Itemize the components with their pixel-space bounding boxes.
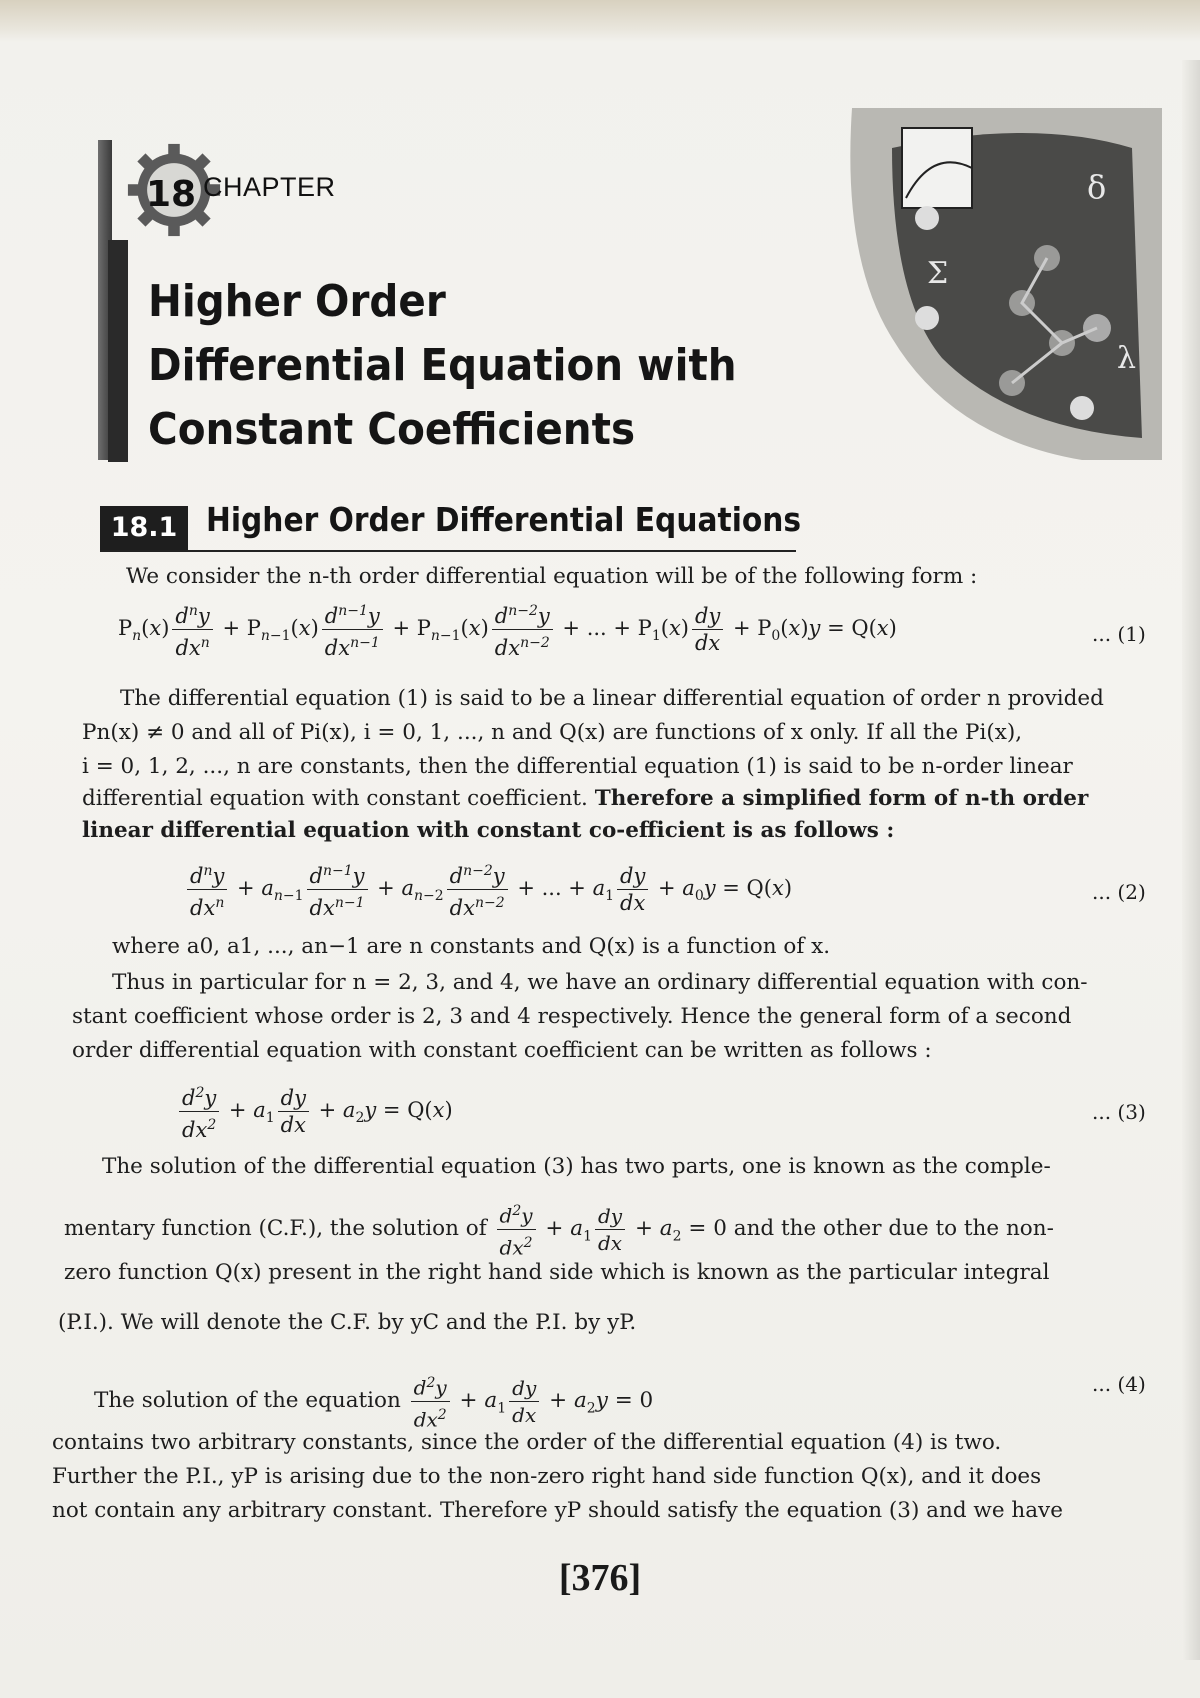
chapter-bar — [108, 240, 128, 462]
chapter-number: 18 — [145, 174, 197, 215]
math-illustration — [832, 108, 1162, 460]
paragraph-line: The solution of the differential equation (3) has two parts, one is known as the comple- — [102, 1154, 1051, 1179]
paragraph-line: We consider the n-th order differential equation will be of the following form : — [126, 564, 978, 589]
chapter-title-line: Higher Order — [148, 276, 446, 327]
chapter-label: CHAPTER — [203, 172, 336, 202]
paragraph-line: (P.I.). We will denote the C.F. by yC and the P.I. by yP. — [58, 1310, 637, 1335]
page-top-shadow — [0, 0, 1200, 42]
paragraph-line: Pn(x) ≠ 0 and all of Pi(x), i = 0, 1, ..., n and Q(x) are functions of x only. If all the Pi(x), — [82, 720, 1023, 745]
equation-number: ... (3) — [1092, 1100, 1146, 1124]
paragraph-line: where a0, a1, ..., an−1 are n constants and Q(x) is a function of x. — [112, 934, 831, 959]
paragraph-text: differential equation with constant coefficient. — [82, 786, 588, 811]
svg-text:Σ: Σ — [927, 256, 949, 291]
paragraph-line: Further the P.I., yP is arising due to the non-zero right hand side function Q(x), and it does — [52, 1464, 1042, 1489]
paragraph-line: contains two arbitrary constants, since the order of the differential equation (4) is two. — [52, 1430, 1002, 1455]
paragraph-line — [82, 784, 1088, 814]
chapter-title — [148, 270, 737, 462]
page-right-edge — [1182, 60, 1200, 1660]
paragraph-line: Thus in particular for n = 2, 3, and 4, we have an ordinary differential equation with con- — [112, 970, 1088, 995]
equation-2: $\frac{d^ny}{dx^n}$ + $a_{n-1}$ $\frac{d^{n-1}y}{dx^{n-1}}$ + $a_{n-2}$ $\frac{d^{n-2}y}{dx^{n-2}}$ + ... + $a_1$ $\frac{dy}{dx}$ + $a_0y = Q(x)$ — [184, 858, 792, 921]
svg-text:λ: λ — [1117, 341, 1137, 376]
paragraph-line: The differential equation (1) is said to be a linear differential equation of order n provided — [120, 686, 1104, 711]
page-number: [376] — [558, 1557, 642, 1599]
paragraph-text: = 0 and the other due to the non- — [688, 1216, 1054, 1242]
paragraph-line: i = 0, 1, 2, ..., n are constants, then the differential equation (1) is said to be n-order linear — [82, 754, 1073, 779]
equation-number: ... (2) — [1092, 880, 1146, 904]
paragraph-line: The solution of the equation $\frac{d^2y}{dx^2}$ + $a_1$ $\frac{dy}{dx}$ + $a_2y = 0$ — [94, 1370, 653, 1432]
chapter-title-line: Differential Equation with — [148, 340, 737, 391]
paragraph-text: The solution of the equation — [94, 1388, 401, 1414]
chapter-title-line: Constant Coefficients — [148, 404, 636, 455]
section-title: Higher Order Differential Equations — [206, 500, 802, 539]
equation-number: ... (1) — [1092, 622, 1146, 646]
paragraph-line: mentary function (C.F.), the solution of $\frac{d^2y}{dx^2}$ + $a_1$ $\frac{dy}{dx}$ + $a_2 = 0$ and the other due to the non- — [64, 1198, 1054, 1260]
paragraph-text: mentary function (C.F.), the solution of — [64, 1216, 487, 1242]
equation-number: ... (4) — [1092, 1372, 1146, 1396]
paragraph-line: not contain any arbitrary constant. Therefore yP should satisfy the equation (3) and we have — [52, 1498, 1063, 1523]
section-number: 18.1 — [100, 506, 188, 550]
svg-text:δ: δ — [1087, 168, 1107, 206]
equation-1: $P_n(x)$ $\frac{d^ny}{dx^n}$ + $P_{n-1}(x)$ $\frac{d^{n-1}y}{dx^{n-1}}$ + $P_{n-1}(x)$ $\frac{d^{n-2}y}{dx^{n-2}}$ + ... + $P_1(x)$ $\frac{dy}{dx}$ + $P_0(x)y = Q(x)$ — [118, 598, 897, 661]
emphasis-text: linear differential equation with constant co-efficient is as follows : — [82, 818, 895, 843]
paragraph-line: zero function Q(x) present in the right hand side which is known as the particular integral — [64, 1260, 1050, 1285]
equation-3: $\frac{d^2y}{dx^2}$ + $a_1$ $\frac{dy}{dx}$ + $a_2y = Q(x)$ — [176, 1080, 453, 1143]
paragraph-line: stant coefficient whose order is 2, 3 and 4 respectively. Hence the general form of a second — [72, 1004, 1072, 1029]
section-underline — [100, 550, 796, 552]
paragraph-line: order differential equation with constant coefficient can be written as follows : — [72, 1038, 932, 1063]
emphasis-text: Therefore a simplified form of n-th order — [594, 786, 1089, 811]
